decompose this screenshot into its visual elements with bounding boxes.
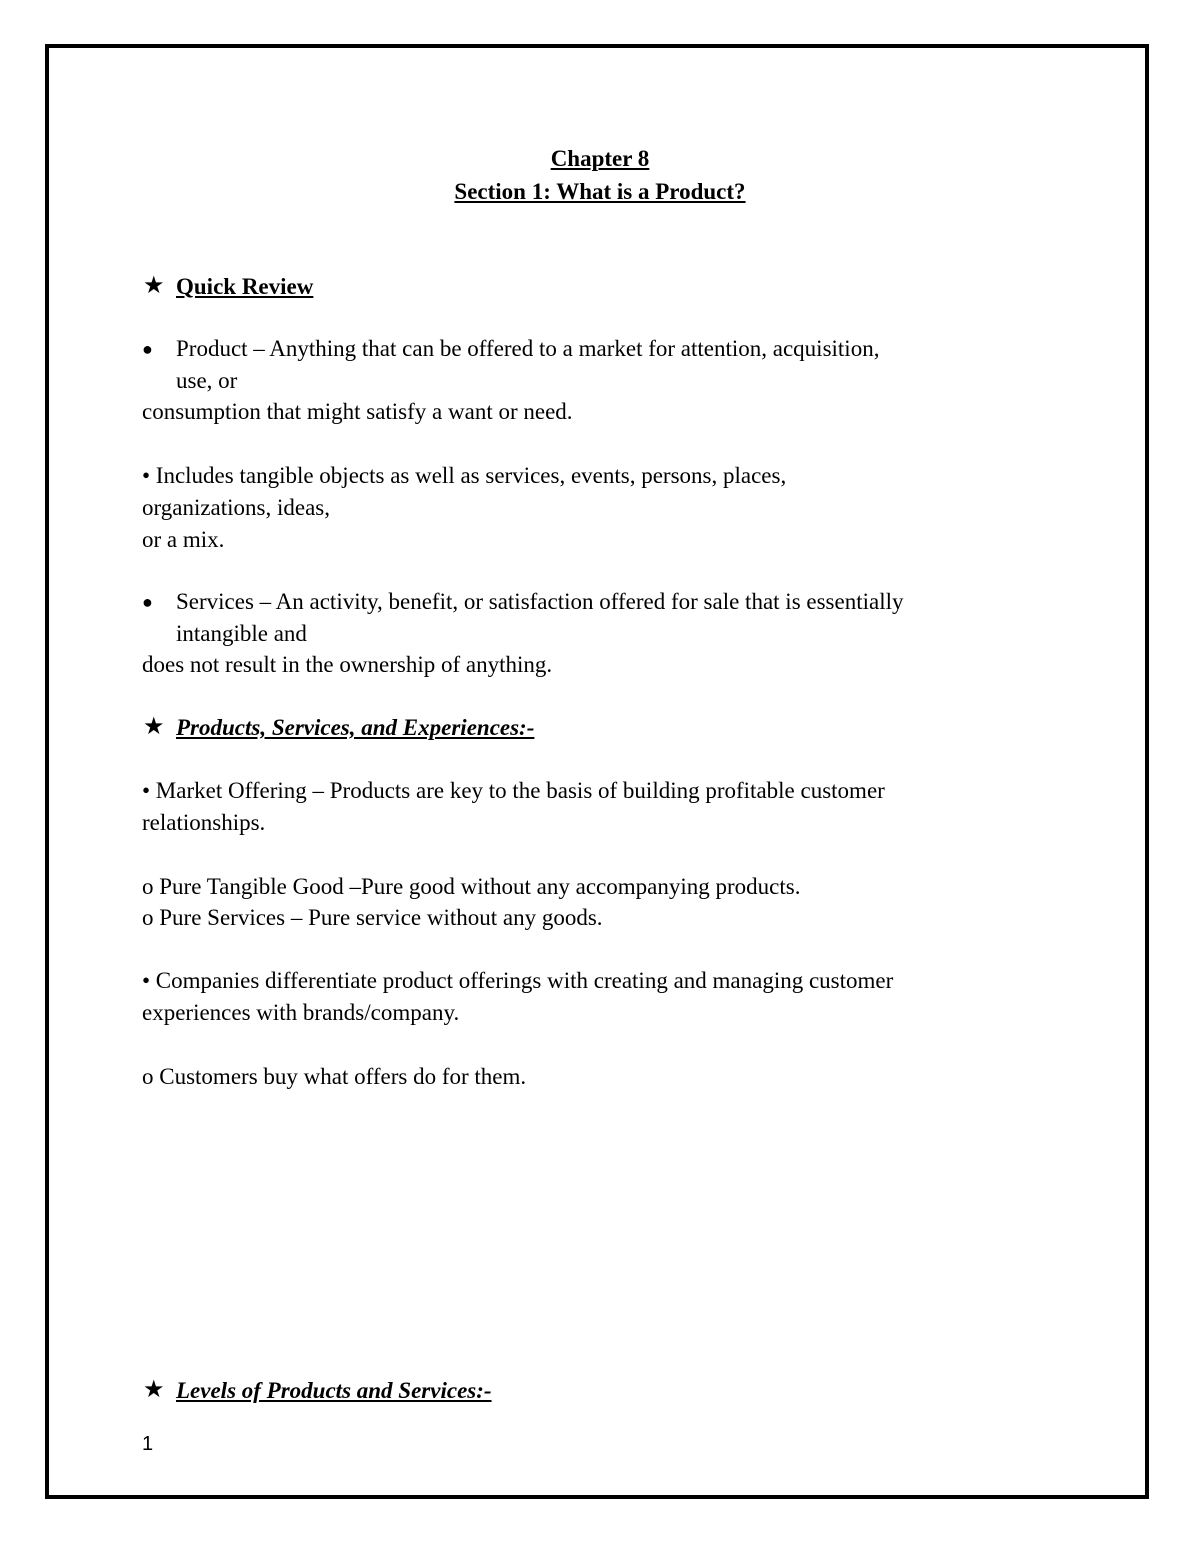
product-definition-line1: Product – Anything that can be offered to a market for attention, acquisition, [176, 336, 880, 361]
section-title: Section 1: What is a Product? [454, 179, 746, 204]
star-icon: ★ [143, 273, 165, 299]
page-number: 1 [142, 1433, 154, 1455]
includes-line3: or a mix. [142, 527, 225, 552]
star-icon: ★ [143, 714, 165, 740]
bullet-icon: ● [142, 339, 153, 359]
includes-line2: organizations, ideas, [142, 495, 330, 520]
companies-line1: • Companies differentiate product offerings with creating and managing customer [142, 968, 894, 993]
product-definition-line2: use, or [176, 368, 238, 393]
services-definition-line2: intangible and [176, 621, 307, 646]
market-offering-line2: relationships. [142, 810, 266, 835]
product-definition-line3: consumption that might satisfy a want or need. [142, 399, 573, 424]
quick-review-heading: Quick Review [176, 274, 314, 299]
market-offering-line1: • Market Offering – Products are key to the basis of building profitable customer [142, 778, 885, 803]
services-definition-line1: Services – An activity, benefit, or satisfaction offered for sale that is essentially [176, 589, 904, 614]
pure-tangible-good: o Pure Tangible Good –Pure good without any accompanying products. [142, 874, 801, 899]
levels-heading: Levels of Products and Services:- [176, 1378, 492, 1403]
products-services-experiences-heading: Products, Services, and Experiences:- [176, 715, 535, 740]
star-icon: ★ [143, 1377, 165, 1403]
customers-line: o Customers buy what offers do for them. [142, 1064, 527, 1089]
includes-line1: • Includes tangible objects as well as services, events, persons, places, [142, 463, 787, 488]
chapter-title: Chapter 8 [550, 146, 650, 171]
page-border [45, 44, 1149, 1499]
bullet-icon: ● [142, 592, 153, 612]
companies-line2: experiences with brands/company. [142, 1000, 460, 1025]
pure-services: o Pure Services – Pure service without any goods. [142, 905, 603, 930]
services-definition-line3: does not result in the ownership of anything. [142, 652, 553, 677]
